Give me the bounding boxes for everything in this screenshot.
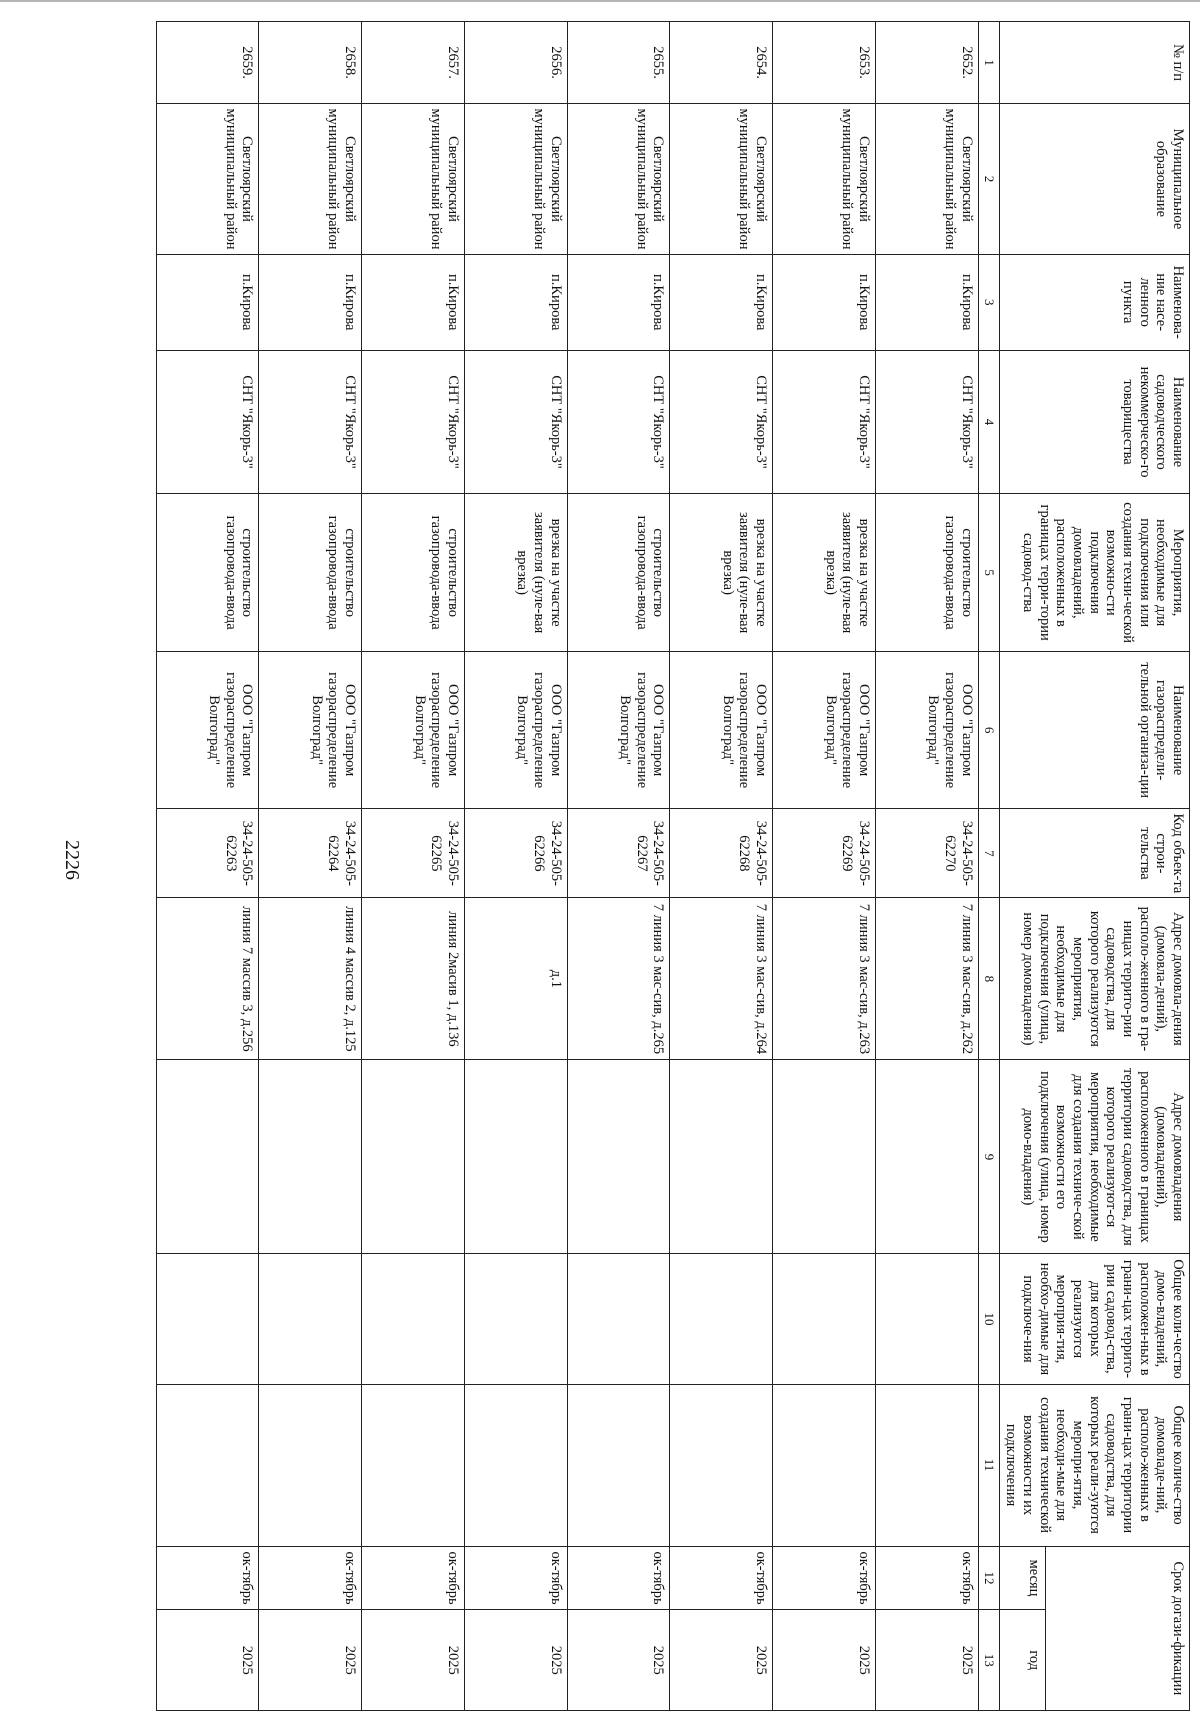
cell-settlement: п.Кирова	[773, 254, 876, 350]
cell-address-connection: линия 2масив 1, д.136	[362, 898, 465, 1060]
cell-month: ок-тябрь	[362, 1546, 465, 1610]
cell-municipality: Светлоярский муниципальный район	[567, 104, 670, 255]
cell-gas-org: ООО "Газпром газораспределение Волгоград"	[670, 651, 773, 808]
cell-address-technical	[259, 1060, 362, 1254]
cell-year: 2025	[259, 1610, 362, 1711]
column-number: 1	[978, 22, 999, 104]
header-col-4: Наименование садоводческого некоммерческо-го товарищества	[999, 350, 1189, 494]
header-gasification-term: Срок догази-фикации	[1045, 1546, 1189, 1710]
cell-municipality: Светлоярский муниципальный район	[875, 104, 978, 255]
cell-snt: СНТ "Якорь-3"	[362, 350, 465, 494]
column-number: 3	[978, 254, 999, 350]
column-number: 5	[978, 494, 999, 651]
cell-address-technical	[670, 1060, 773, 1254]
cell-settlement: п.Кирова	[156, 254, 259, 350]
cell-snt: СНТ "Якорь-3"	[773, 350, 876, 494]
cell-gas-org: ООО "Газпром газораспределение Волгоград"	[362, 651, 465, 808]
cell-address-connection: 7 линия 3 мас-сив, д.265	[567, 898, 670, 1060]
cell-num: 2653.	[773, 22, 876, 104]
cell-snt: СНТ "Якорь-3"	[670, 350, 773, 494]
scan-edge-line	[0, 0, 1200, 2]
cell-object-code: 34-24-505-62268	[670, 809, 773, 898]
column-number: 13	[978, 1610, 999, 1711]
cell-measure: строительство газопровода-ввода	[156, 494, 259, 651]
cell-gas-org: ООО "Газпром газораспределение Волгоград"	[875, 651, 978, 808]
cell-month: ок-тябрь	[567, 1546, 670, 1610]
cell-object-code: 34-24-505-62269	[773, 809, 876, 898]
cell-year: 2025	[362, 1610, 465, 1711]
cell-num: 2656.	[464, 22, 567, 104]
cell-num: 2658.	[259, 22, 362, 104]
header-col-2: Муниципальное образование	[999, 104, 1189, 255]
cell-object-code: 34-24-505-62263	[156, 809, 259, 898]
cell-address-connection: 7 линия 3 мас-сив, д.263	[773, 898, 876, 1060]
column-number: 9	[978, 1060, 999, 1254]
table-row	[670, 22, 773, 1711]
cell-num: 2652.	[875, 22, 978, 104]
cell-settlement: п.Кирова	[362, 254, 465, 350]
table-row	[773, 22, 876, 1711]
column-number: 2	[978, 104, 999, 255]
header-col-13-year: год	[999, 1610, 1045, 1711]
header-col-12-month: месяц	[999, 1546, 1045, 1610]
cell-object-code: 34-24-505-62265	[362, 809, 465, 898]
table-row	[156, 22, 259, 1711]
cell-settlement: п.Кирова	[670, 254, 773, 350]
header-col-1: № п/п	[999, 22, 1189, 104]
cell-total-technical	[670, 1384, 773, 1546]
cell-municipality: Светлоярский муниципальный район	[156, 104, 259, 255]
cell-month: ок-тябрь	[259, 1546, 362, 1610]
cell-measure: врезка на участке заявителя (нуле-вая врезка)	[670, 494, 773, 651]
cell-total-connection	[875, 1254, 978, 1384]
cell-gas-org: ООО "Газпром газораспределение Волгоград"	[464, 651, 567, 808]
cell-month: ок-тябрь	[670, 1546, 773, 1610]
header-col-3: Наименова-ние насе-ленного пункта	[999, 254, 1189, 350]
cell-gas-org: ООО "Газпром газораспределение Волгоград"	[773, 651, 876, 808]
column-number: 8	[978, 898, 999, 1060]
cell-municipality: Светлоярский муниципальный район	[362, 104, 465, 255]
cell-address-technical	[875, 1060, 978, 1254]
cell-address-technical	[773, 1060, 876, 1254]
cell-settlement: п.Кирова	[464, 254, 567, 350]
header-row	[1045, 22, 1189, 1711]
column-number: 7	[978, 809, 999, 898]
cell-snt: СНТ "Якорь-3"	[464, 350, 567, 494]
cell-settlement: п.Кирова	[875, 254, 978, 350]
cell-total-technical	[773, 1384, 876, 1546]
header-col-11: Общее количе-ство домовладе-ний, располо-женных в грани-цах территории садоводства, для которых реали-зуются меропри-ятия, необходи-мые для создания технической возможности их подключения	[999, 1384, 1189, 1546]
cell-total-connection	[567, 1254, 670, 1384]
cell-year: 2025	[464, 1610, 567, 1711]
cell-total-connection	[773, 1254, 876, 1384]
cell-snt: СНТ "Якорь-3"	[875, 350, 978, 494]
cell-month: ок-тябрь	[156, 1546, 259, 1610]
cell-measure: строительство газопровода-ввода	[567, 494, 670, 651]
cell-address-technical	[156, 1060, 259, 1254]
cell-num: 2655.	[567, 22, 670, 104]
cell-object-code: 34-24-505-62270	[875, 809, 978, 898]
cell-measure: строительство газопровода-ввода	[362, 494, 465, 651]
cell-address-connection: линия 7 массив 3, д.256	[156, 898, 259, 1060]
cell-address-technical	[464, 1060, 567, 1254]
cell-measure: врезка на участке заявителя (нуле-вая врезка)	[464, 494, 567, 651]
cell-settlement: п.Кирова	[567, 254, 670, 350]
column-number: 10	[978, 1254, 999, 1384]
cell-object-code: 34-24-505-62266	[464, 809, 567, 898]
table-row	[875, 22, 978, 1711]
header-col-10: Общее коли-чество домо-владений, расположен-ных в грани-цах террито-рии садовод-ства, для которых реализуются мероприя-тия, необхо-димые для подключе-ния	[999, 1254, 1189, 1384]
cell-total-technical	[259, 1384, 362, 1546]
cell-address-connection: 7 линия 3 мас-сив, д.262	[875, 898, 978, 1060]
cell-year: 2025	[773, 1610, 876, 1711]
table-row	[464, 22, 567, 1711]
cell-year: 2025	[156, 1610, 259, 1711]
page-number: 2226	[61, 840, 83, 880]
cell-total-connection	[670, 1254, 773, 1384]
cell-month: ок-тябрь	[773, 1546, 876, 1610]
column-number: 12	[978, 1546, 999, 1610]
header-col-9: Адрес домовладения (домовладений), расположенного в границах территории садоводства, для которого реализуют-ся мероприятия, необходимые для создания техниче-ской возможности его подключения (улица, номер домо-владения)	[999, 1060, 1189, 1254]
cell-address-technical	[567, 1060, 670, 1254]
cell-address-technical	[362, 1060, 465, 1254]
cell-gas-org: ООО "Газпром газораспределение Волгоград"	[259, 651, 362, 808]
header-col-8: Адрес домовла-дения (домовла-дений), располо-женного в гра-ницах террито-рии садоводства, для которого реализуются мероприятия, необходимые для подключения (улица, номер домовладения)	[999, 898, 1189, 1060]
cell-municipality: Светлоярский муниципальный район	[259, 104, 362, 255]
cell-total-technical	[875, 1384, 978, 1546]
rotated-table-container	[206, 21, 1190, 1711]
cell-num: 2659.	[156, 22, 259, 104]
cell-gas-org: ООО "Газпром газораспределение Волгоград"	[567, 651, 670, 808]
cell-total-technical	[567, 1384, 670, 1546]
cell-total-connection	[259, 1254, 362, 1384]
cell-snt: СНТ "Якорь-3"	[567, 350, 670, 494]
cell-measure: строительство газопровода-ввода	[259, 494, 362, 651]
cell-year: 2025	[670, 1610, 773, 1711]
cell-total-connection	[156, 1254, 259, 1384]
cell-total-connection	[464, 1254, 567, 1384]
cell-address-connection: линия 4 массив 2, д.125	[259, 898, 362, 1060]
cell-measure: врезка на участке заявителя (нуле-вая врезка)	[773, 494, 876, 651]
cell-gas-org: ООО "Газпром газораспределение Волгоград"	[156, 651, 259, 808]
column-number: 11	[978, 1384, 999, 1546]
table-row	[259, 22, 362, 1711]
header-col-5: Мероприятия, необходимые для подключения или создания техни-ческой возможно-сти подключения домовладений, расположенных в границах терри-тории садовод-ства	[999, 494, 1189, 651]
cell-address-connection: д.1	[464, 898, 567, 1060]
cell-total-technical	[464, 1384, 567, 1546]
cell-total-technical	[156, 1384, 259, 1546]
cell-snt: СНТ "Якорь-3"	[156, 350, 259, 494]
header-col-6: Наименование газораспредели-тельной организа-ции	[999, 651, 1189, 808]
header-col-7: Код объек-та строи-тельства	[999, 809, 1189, 898]
table-row	[362, 22, 465, 1711]
cell-month: ок-тябрь	[875, 1546, 978, 1610]
cell-total-connection	[362, 1254, 465, 1384]
cell-total-technical	[362, 1384, 465, 1546]
cell-municipality: Светлоярский муниципальный район	[773, 104, 876, 255]
gasification-register-table	[156, 21, 1190, 1711]
cell-municipality: Светлоярский муниципальный район	[670, 104, 773, 255]
cell-settlement: п.Кирова	[259, 254, 362, 350]
cell-year: 2025	[567, 1610, 670, 1711]
table-row	[567, 22, 670, 1711]
cell-snt: СНТ "Якорь-3"	[259, 350, 362, 494]
cell-num: 2654.	[670, 22, 773, 104]
cell-month: ок-тябрь	[464, 1546, 567, 1610]
column-number: 4	[978, 350, 999, 494]
cell-address-connection: 7 линия 3 мас-сив, д.264	[670, 898, 773, 1060]
column-numbers-row	[978, 22, 999, 1711]
column-number: 6	[978, 651, 999, 808]
cell-object-code: 34-24-505-62267	[567, 809, 670, 898]
cell-municipality: Светлоярский муниципальный район	[464, 104, 567, 255]
cell-num: 2657.	[362, 22, 465, 104]
cell-year: 2025	[875, 1610, 978, 1711]
cell-object-code: 34-24-505-62264	[259, 809, 362, 898]
cell-measure: строительство газопровода-ввода	[875, 494, 978, 651]
